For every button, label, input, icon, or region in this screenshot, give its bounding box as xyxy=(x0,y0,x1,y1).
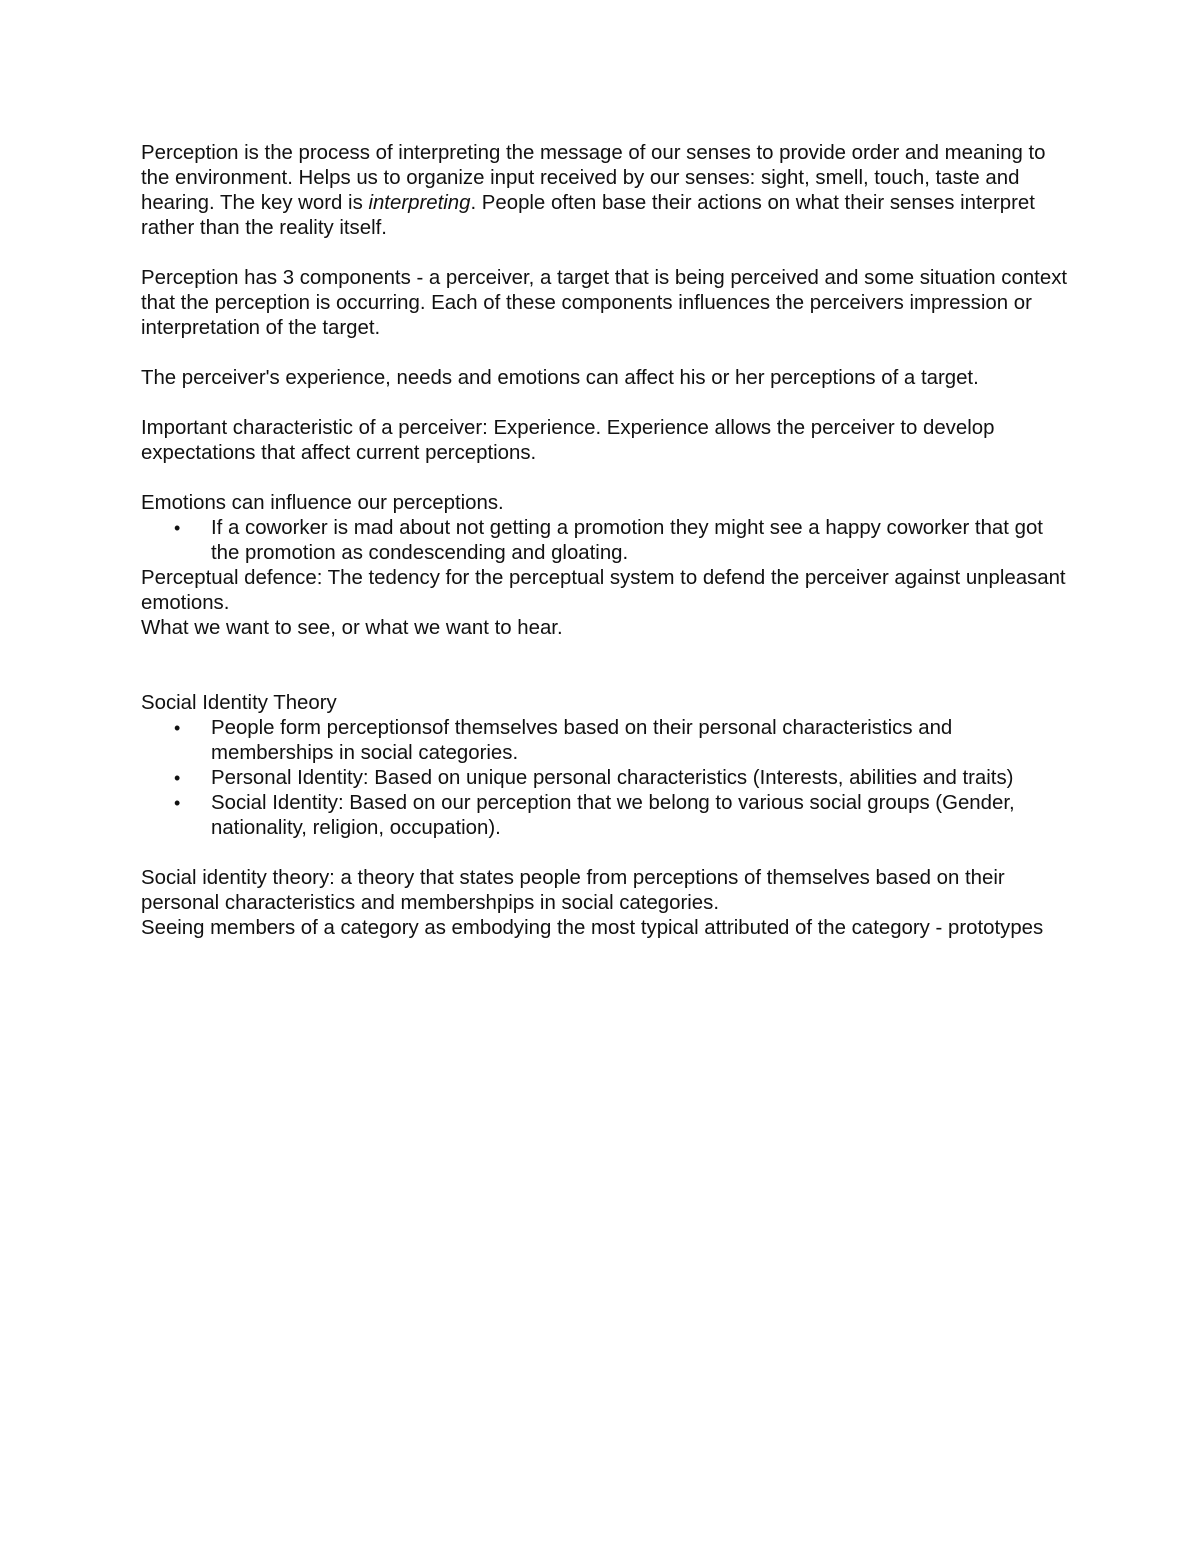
paragraph-text: . People often base their actions on what their senses interpret rather than the reality itself. xyxy=(141,192,1035,239)
bullet-list-emotions xyxy=(141,516,1071,566)
bullet-icon: • xyxy=(174,718,181,738)
paragraph-perception-components: Perception has 3 components - a perceiver, a target that is being perceived and some situation context that the perception is occurring. Each of these components influences the perceivers impression or interpretation of the target. xyxy=(141,267,1068,339)
paragraph-perceptual-defence: Perceptual defence: The tedency for the perceptual system to defend the perceiver against unpleasant emotions. xyxy=(141,567,1066,614)
paragraph-what-we-want: What we want to see, or what we want to hear. xyxy=(141,617,563,639)
list-item: • If a coworker is mad about not getting a promotion they might see a happy coworker that got the promotion as condescending and gloating. xyxy=(174,517,1043,564)
bullet-icon: • xyxy=(174,768,181,788)
document-body xyxy=(141,141,1071,941)
paragraph-important-characteristic: Important characteristic of a perceiver: Experience. Experience allows the perceiver to develop expectations that affect current perceptions. xyxy=(141,417,995,464)
bullet-icon: • xyxy=(174,518,181,538)
paragraph-social-identity-definition: Social identity theory: a theory that states people from perceptions of themselves based on their personal characteristics and membershpips in social categories. xyxy=(141,867,1005,914)
emphasized-word: interpreting xyxy=(368,192,471,214)
paragraph-perception-definition xyxy=(141,141,1071,241)
paragraph-prototypes: Seeing members of a category as embodying the most typical attributed of the category - prototypes xyxy=(141,917,1044,939)
paragraph-perceiver-experience: The perceiver's experience, needs and emotions can affect his or her perceptions of a target. xyxy=(141,367,979,389)
list-item: • People form perceptionsof themselves based on their personal characteristics and memberships in social categories. xyxy=(174,717,953,764)
bullet-list-social-identity xyxy=(141,716,1071,841)
list-item: • Personal Identity: Based on unique personal characteristics (Interests, abilities and traits) xyxy=(174,767,1014,789)
list-item: • Social Identity: Based on our perception that we belong to various social groups (Gender, nationality, religion, occupation). xyxy=(174,792,1015,839)
paragraph-emotions: Emotions can influence our perceptions. xyxy=(141,492,504,514)
bullet-icon: • xyxy=(174,793,181,813)
section-heading-social-identity: Social Identity Theory xyxy=(141,692,337,714)
paragraph-text: Perception is the process of interpreting the message of our senses to provide order and meaning to the environment. Helps us to organize input received by our senses: sight, smell, touch, taste and hearing. The key word is xyxy=(141,142,1046,214)
